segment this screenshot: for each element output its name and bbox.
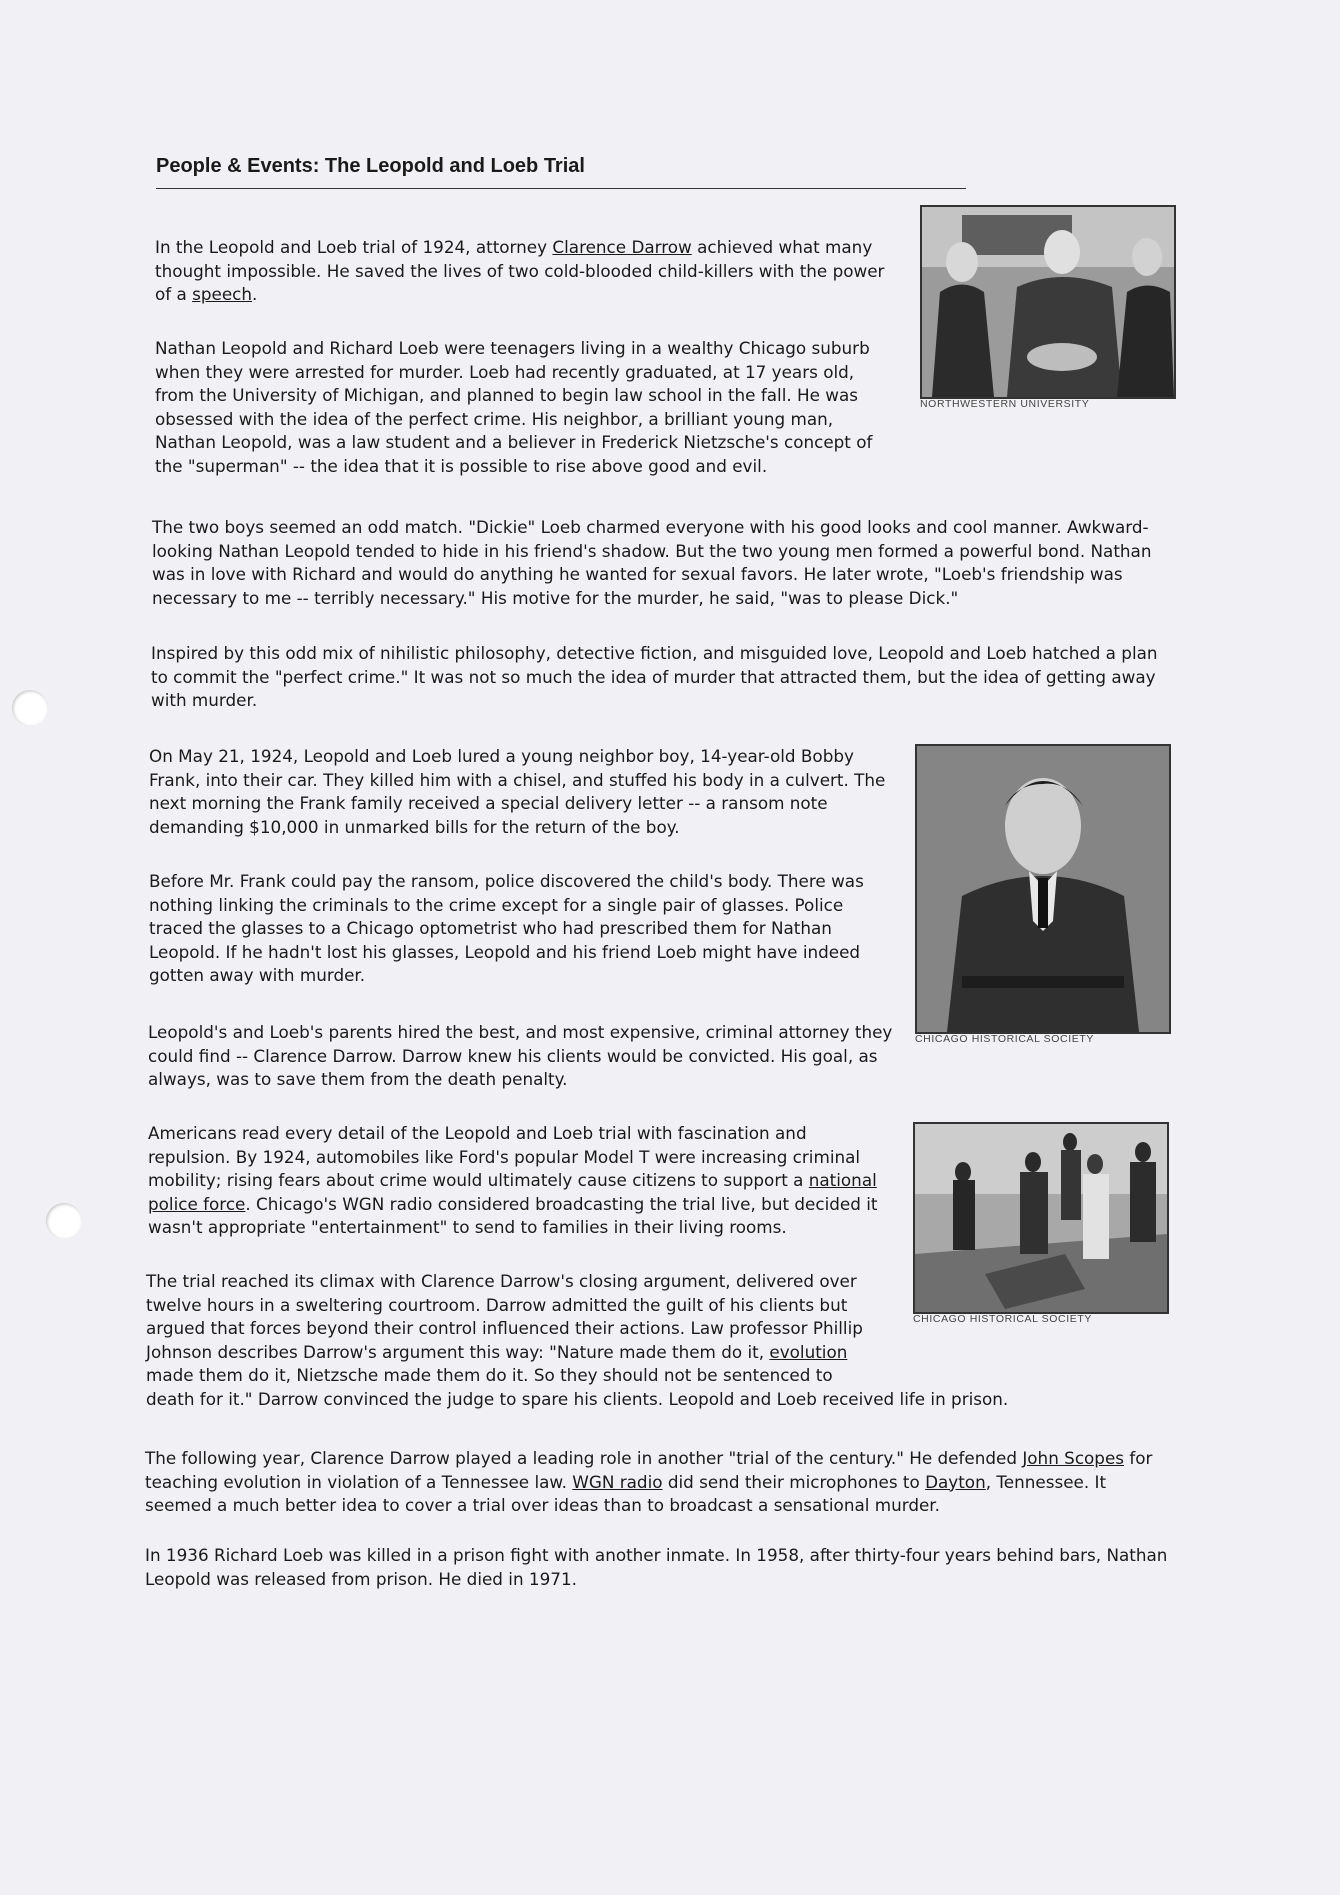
text-span: The trial reached its climax with Clarence Darrow's closing argument, delivered over twelve hours in a sweltering courtroom. Darrow admitted the guilt of his clients but argued that forces beyond their control influenced their actions. Law professor Phillip Johnson describes Darrow's argument this way: "Nature made them do it, [146,1271,863,1362]
paragraph-attorney: Leopold's and Loeb's parents hired the best, and most expensive, criminal attorney they could find -- Clarence Darrow. Darrow knew his clients would be convicted. His goal, as always, was to save them from the death penalty. [148,1022,893,1089]
page-title: People & Events: The Leopold and Loeb Trial [156,155,966,189]
link-clarence-darrow[interactable]: Clarence Darrow [552,237,692,257]
paragraph-perfect-crime: Inspired by this odd mix of nihilistic philosophy, detective fiction, and misguided love, Leopold and Loeb hatched a plan to commit the "perfect crime." It was not so much the idea of murder that attracted them, but the idea of getting away with murder. [151,643,1158,710]
text-span: The following year, Clarence Darrow played a leading role in another "trial of the century." He defended [145,1448,1023,1468]
photo-bobby-frank [915,744,1171,1034]
link-john-scopes[interactable]: John Scopes [1022,1448,1125,1468]
link-speech[interactable]: speech [192,284,253,304]
text-span: achieved what many thought impossible. He saved the lives of two cold-blooded child-killers with the power of a [155,237,885,304]
text-span: made them do it, Nietzsche made them do it. So they should not be sentenced to death for it." Darrow convinced the judge to spare his clients. Leopold and Loeb received life in prison. [146,1365,1009,1409]
text-span: Americans read every detail of the Leopold and Loeb trial with fascination and repulsion. By 1924, automobiles like Ford's popular Model T were increasing criminal mobility; rising fears about crime would ultimately cause citizens to support a [148,1123,861,1190]
paragraph-aftermath: In 1936 Richard Loeb was killed in a prison fight with another inmate. In 1958, after thirty-four years behind bars, Nathan Leopold was released from prison. He died in 1971. [145,1545,1168,1589]
paragraph-closing-argument-text [146,1270,1166,1411]
text-span: In the Leopold and Loeb trial of 1924, attorney [155,237,553,257]
punch-hole-bottom [46,1203,82,1239]
paragraph-background: Nathan Leopold and Richard Loeb were teenagers living in a wealthy Chicago suburb when they were arrested for murder. Loeb had recently graduated, at 17 years old, from the University of Michigan, and planned to begin law school in the fall. He was obsessed with the idea of the perfect crime. His neighbor, a brilliant young man, Nathan Leopold, was a law student and a believer in Frederick Nietzsche's concept of the "superman" -- the idea that it is possible to rise above good and evil. [155,338,873,476]
text-span: . Chicago's WGN radio considered broadcasting the trial live, but decided it wasn't appropriate "entertainment" to send to families in their living rooms. [148,1193,878,1237]
paragraph-glasses: Before Mr. Frank could pay the ransom, police discovered the child's body. There was nothing linking the criminals to the crime except for a single pair of glasses. Police traced the glasses to a Chicago optometrist who had prescribed them for Nathan Leopold. If he hadn't lost his glasses, Leopold and his friend Loeb might have indeed gotten away with murder. [149,871,864,985]
photo-leopold-loeb-darrow [920,205,1176,399]
paragraph-odd-match: The two boys seemed an odd match. "Dickie" Loeb charmed everyone with his good looks and cool manner. Awkward-looking Nathan Leopold tended to hide in his friend's shadow. But the two young men formed a powerful bond. Nathan was in love with Richard and would do anything he wanted for sexual favors. He later wrote, "Loeb's friendship was necessary to me -- terribly necessary." His motive for the murder, he said, "was to please Dick." [152,517,1152,608]
photo-credit: NORTHWESTERN UNIVERSITY [920,398,1090,410]
link-wgn-radio[interactable]: WGN radio [572,1471,663,1492]
link-evolution[interactable]: evolution [769,1341,848,1362]
paragraph-intro [155,236,900,307]
punch-hole-top [12,690,48,726]
photo-credit: CHICAGO HISTORICAL SOCIETY [915,1033,1094,1045]
link-national-police-force[interactable]: national police force [148,1170,877,1214]
float-spacer [884,1270,1166,1366]
paragraph-scopes-trial [145,1447,1175,1518]
photo-credit: CHICAGO HISTORICAL SOCIETY [913,1313,1092,1325]
text-span: for teaching evolution in violation of a Tennessee law. [145,1448,1153,1492]
text-span: did send their microphones to [662,1471,926,1492]
text-span: . [252,284,258,304]
paragraph-public-reaction [148,1122,893,1240]
text-span: , Tennessee. It seemed a much better idea to cover a trial over ideas than to broadcast a sensational murder. [145,1471,1107,1515]
paragraph-murder: On May 21, 1924, Leopold and Loeb lured a young neighbor boy, 14-year-old Bobby Frank, into their car. They killed him with a chisel, and stuffed his body in a culvert. The next morning the Frank family received a special delivery letter -- a ransom note demanding $10,000 in unmarked bills for the return of the boy. [149,746,886,837]
link-dayton[interactable]: Dayton [925,1471,986,1492]
